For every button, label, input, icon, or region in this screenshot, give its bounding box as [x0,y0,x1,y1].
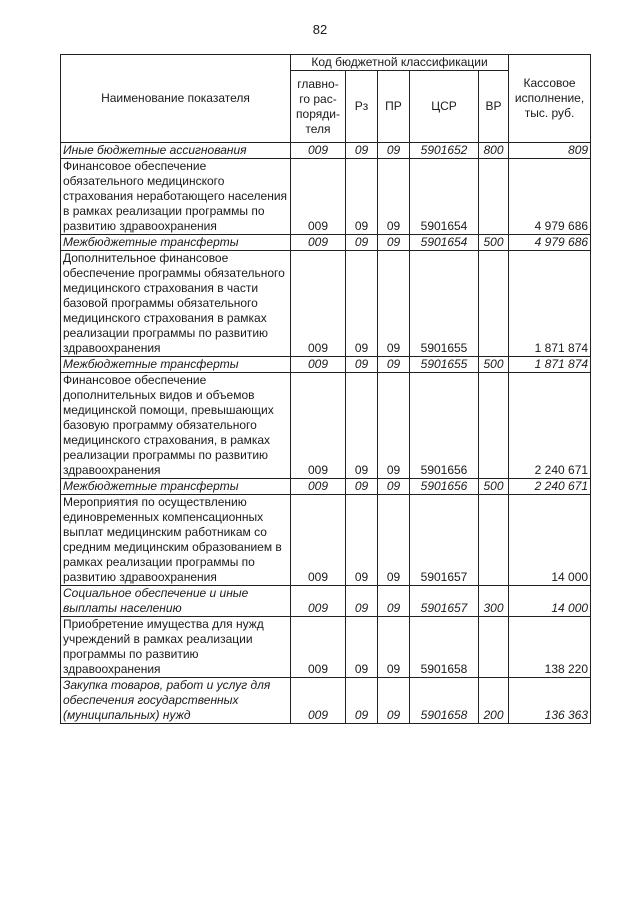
cell-rz: 09 [346,678,378,724]
cell-glav: 009 [291,159,346,235]
table-row [61,143,591,159]
cell-sum: 138 220 [509,617,591,678]
cell-glav: 009 [291,495,346,586]
header-rz: Рз [346,71,378,143]
table-body [61,143,591,724]
table-row [61,479,591,495]
cell-pr: 09 [378,479,410,495]
table-row [61,251,591,357]
cell-csr: 5901654 [410,159,479,235]
cell-name: Межбюджетные трансферты [61,479,291,495]
page-number: 82 [312,22,328,37]
cell-pr: 09 [378,495,410,586]
table-row [61,495,591,586]
cell-vr: 800 [479,143,509,159]
cell-pr: 09 [378,251,410,357]
cell-pr: 09 [378,235,410,251]
cell-pr: 09 [378,357,410,373]
header-name: Наименование показателя [61,55,291,143]
cell-name: Финансовое обеспечение дополнительных видов и объемов медицинской помощи, превышающих базовую программу обязательного медицинского страхования, в рамках реализации программы по развитию здравоохранения [61,373,291,479]
cell-sum: 4 979 686 [509,159,591,235]
cell-name: Социальное обеспечение и иные выплаты населению [61,586,291,617]
cell-vr [479,495,509,586]
cell-name: Приобретение имущества для нужд учреждений в рамках реализации программы по развитию здравоохранения [61,617,291,678]
table-row [61,586,591,617]
cell-sum: 2 240 671 [509,373,591,479]
cell-glav: 009 [291,678,346,724]
cell-vr [479,617,509,678]
cell-vr: 500 [479,357,509,373]
cell-glav: 009 [291,235,346,251]
cell-sum: 4 979 686 [509,235,591,251]
table-row [61,357,591,373]
cell-vr: 500 [479,479,509,495]
cell-pr: 09 [378,373,410,479]
cell-vr: 500 [479,235,509,251]
header-vr: ВР [479,71,509,143]
table-row [61,678,591,724]
cell-name: Межбюджетные трансферты [61,235,291,251]
header-csr: ЦСР [410,71,479,143]
cell-pr: 09 [378,617,410,678]
cell-pr: 09 [378,143,410,159]
cell-name: Закупка товаров, работ и услуг для обеспечения государственных (муниципальных) нужд [61,678,291,724]
cell-sum: 1 871 874 [509,251,591,357]
cell-csr: 5901658 [410,678,479,724]
header-code-group: Код бюджетной классификации [291,55,509,71]
cell-pr: 09 [378,586,410,617]
cell-csr: 5901652 [410,143,479,159]
header-sum: Кассовое исполнение, тыс. руб. [509,55,591,143]
cell-vr [479,373,509,479]
cell-sum: 1 871 874 [509,357,591,373]
cell-rz: 09 [346,373,378,479]
cell-rz: 09 [346,617,378,678]
header-pr: ПР [378,71,410,143]
cell-csr: 5901656 [410,373,479,479]
table-row [61,235,591,251]
cell-csr: 5901655 [410,251,479,357]
cell-csr: 5901658 [410,617,479,678]
cell-csr: 5901655 [410,357,479,373]
cell-csr: 5901656 [410,479,479,495]
cell-rz: 09 [346,159,378,235]
cell-name: Межбюджетные трансферты [61,357,291,373]
cell-csr: 5901657 [410,586,479,617]
table-row [61,373,591,479]
cell-sum: 136 363 [509,678,591,724]
cell-rz: 09 [346,357,378,373]
cell-sum: 14 000 [509,495,591,586]
table-row [61,159,591,235]
cell-rz: 09 [346,495,378,586]
cell-pr: 09 [378,678,410,724]
cell-name: Мероприятия по осуществлению единовременных компенсационных выплат медицинским работникам со средним медицинским образованием в рамках реализации программы по развитию здравоохранения [61,495,291,586]
cell-vr [479,251,509,357]
cell-glav: 009 [291,143,346,159]
cell-csr: 5901654 [410,235,479,251]
cell-rz: 09 [346,251,378,357]
cell-rz: 09 [346,235,378,251]
cell-rz: 09 [346,479,378,495]
cell-rz: 09 [346,586,378,617]
cell-vr: 200 [479,678,509,724]
cell-vr: 300 [479,586,509,617]
cell-sum: 2 240 671 [509,479,591,495]
header-glav: главно-го рас-поряди-теля [291,71,346,143]
cell-glav: 009 [291,617,346,678]
cell-glav: 009 [291,586,346,617]
cell-glav: 009 [291,373,346,479]
cell-name: Иные бюджетные ассигнования [61,143,291,159]
table-row [61,617,591,678]
cell-vr [479,159,509,235]
cell-name: Финансовое обеспечение обязательного медицинского страхования неработающего населения в рамках реализации программы по развитию здравоохранения [61,159,291,235]
cell-sum: 14 000 [509,586,591,617]
cell-rz: 09 [346,143,378,159]
cell-pr: 09 [378,159,410,235]
budget-table [60,54,591,724]
cell-glav: 009 [291,479,346,495]
cell-glav: 009 [291,251,346,357]
cell-glav: 009 [291,357,346,373]
cell-csr: 5901657 [410,495,479,586]
cell-sum: 809 [509,143,591,159]
cell-name: Дополнительное финансовое обеспечение программы обязательного медицинского страхования в части базовой программы обязательного медицинского страхования в рамках реализации программы по развитию здравоохранения [61,251,291,357]
